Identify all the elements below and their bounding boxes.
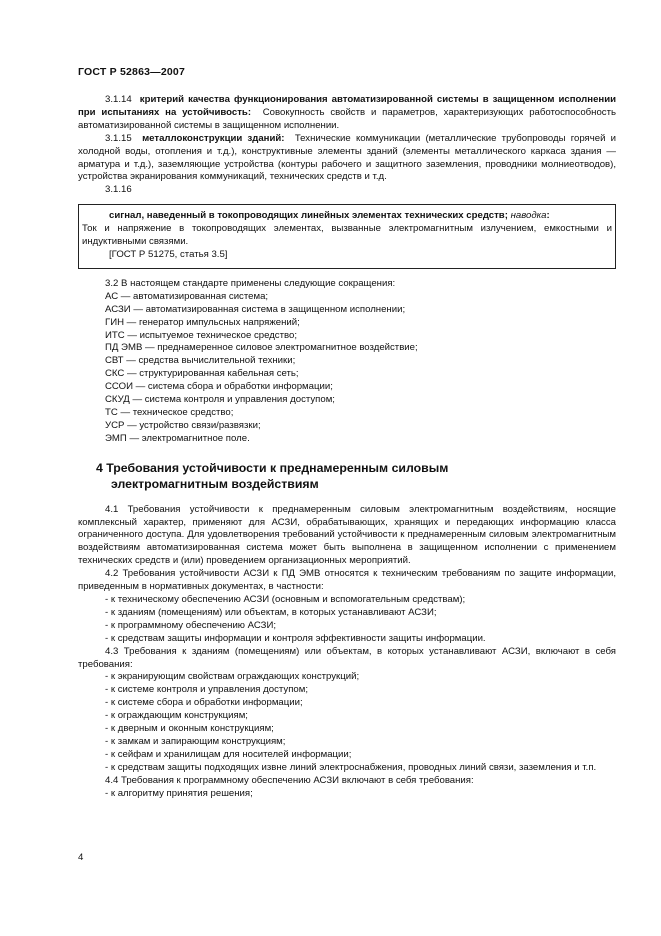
term-synonym: наводка	[510, 210, 547, 222]
section-heading-line: 4 Требования устойчивости к преднамеренным силовым	[96, 460, 449, 475]
term-definition: Ток и напряжение в токопроводящих элементах, вызванные электромагнитным излучением, емкостными и индуктивными связями.	[82, 223, 612, 248]
term-3-1-15	[78, 133, 616, 185]
list-item: - к системе контроля и управления доступом;	[105, 684, 308, 696]
document-header: ГОСТ Р 52863—2007	[78, 66, 186, 78]
section-heading-line: электромагнитным воздействиям	[111, 476, 319, 491]
term-source-reference: [ГОСТ Р 51275, статья 3.5]	[109, 248, 228, 260]
list-item: - к зданиям (помещениям) или объектам, в которых устанавливают АСЗИ;	[105, 606, 437, 618]
abbreviation-item: СКС — структурированная кабельная сеть;	[105, 368, 299, 380]
abbreviation-item: ЭМП — электромагнитное поле.	[105, 432, 250, 444]
term-3-1-14	[78, 94, 616, 133]
list-item: - к ограждающим конструкциям;	[105, 710, 248, 722]
list-item: - к дверным и оконным конструкциям;	[105, 723, 274, 735]
list-item: - к средствам защиты информации и контроля эффективности защиты информации.	[105, 632, 486, 644]
abbreviation-item: ИТС — испытуемое техническое средство;	[105, 329, 297, 341]
list-item: - к замкам и запирающим конструкциям;	[105, 735, 286, 747]
list-item: - к системе сбора и обработки информации;	[105, 697, 303, 709]
page-number: 4	[78, 852, 84, 863]
abbreviation-item: СВТ — средства вычислительной техники;	[105, 355, 296, 367]
term-title: сигнал, наведенный в токопроводящих линейных элементах технических средств;	[109, 210, 508, 222]
abbreviation-item: АСЗИ — автоматизированная система в защищенном исполнении;	[105, 303, 406, 315]
abbreviation-item: ТС — техническое средство;	[105, 406, 234, 418]
abbreviations-intro: 3.2 В настоящем стандарте применены следующие сокращения:	[105, 277, 396, 289]
page-content	[78, 94, 616, 801]
abbreviation-item: УСР — устройство связи/развязки;	[105, 419, 261, 431]
term-definition: Технические коммуникации (металлические трубопроводы горячей и холодной воды, отопления и т.д.), конструктивные элементы зданий (элементы металлического каркаса здания — арматура и т.д.), заземляющие устройства (контуры рабочего и защитного заземления, проводники молниеотводов), устройства экранирования коммуникаций, технических средств и т.д.	[78, 132, 616, 183]
term-title: металлоконструкции зданий:	[142, 132, 285, 144]
term-3-1-16-number: 3.1.16	[105, 184, 132, 196]
term-title: критерий качества функционирования автоматизированной системы в защищенном исполнении при испытаниях на устойчивость:	[78, 94, 616, 118]
clause-4-2: 4.2 Требования устойчивости АСЗИ к ПД ЭМВ относятся к техническим требованиям по защите информации, приведенным в нормативных документах, в частности:	[78, 568, 616, 593]
abbreviation-item: ССОИ — система сбора и обработки информации;	[105, 381, 333, 393]
section-4-heading	[96, 460, 616, 492]
term-3-1-16	[82, 210, 612, 223]
term-number: 3.1.14	[105, 94, 132, 105]
list-item: - к программному обеспечению АСЗИ;	[105, 619, 277, 631]
term-colon: :	[546, 210, 550, 222]
term-3-1-16-box	[78, 204, 616, 269]
abbreviation-item: СКУД — система контроля и управления доступом;	[105, 394, 335, 406]
list-item: - к экранирующим свойствам ограждающих конструкций;	[105, 671, 360, 683]
clause-4-3: 4.3 Требования к зданиям (помещениям) или объектам, в которых устанавливают АСЗИ, включают в себя требования:	[78, 645, 616, 670]
clause-4-1: 4.1 Требования устойчивости к преднамеренным силовым электромагнитным воздействиям, носящие комплексный характер, применяют для АСЗИ, обрабатывающих, хранящих и передающих информацию класса ограниченного доступа. Для удовлетворения требований устойчивости к преднамеренным силовым электромагнитным воздействиям автоматизированная система может быть выполнена в защищенном исполнении с применением технических средств и (или) проведением организационных мероприятий.	[78, 503, 616, 567]
list-item: - к сейфам и хранилищам для носителей информации;	[105, 748, 352, 760]
clause-4-4: 4.4 Требования к программному обеспечению АСЗИ включают в себя требования:	[105, 774, 474, 786]
list-item: - к средствам защиты подходящих извне линий электроснабжения, проводных линий связи, заземления и т.п.	[105, 761, 597, 773]
list-item: - к техническому обеспечению АСЗИ (основным и вспомогательным средствам);	[105, 594, 466, 605]
abbreviations-list	[78, 291, 616, 446]
abbreviation-item: ПД ЭМВ — преднамеренное силовое электромагнитное воздействие;	[105, 342, 418, 354]
abbreviation-item: ГИН — генератор импульсных напряжений;	[105, 316, 300, 328]
term-definition: Совокупность свойств и параметров, характеризующих работоспособность автоматизированной системы в защищенном исполнении.	[78, 106, 616, 131]
abbreviation-item: АС — автоматизированная система;	[105, 290, 269, 302]
list-item: - к алгоритму принятия решения;	[105, 787, 253, 799]
term-number: 3.1.15	[105, 132, 132, 144]
